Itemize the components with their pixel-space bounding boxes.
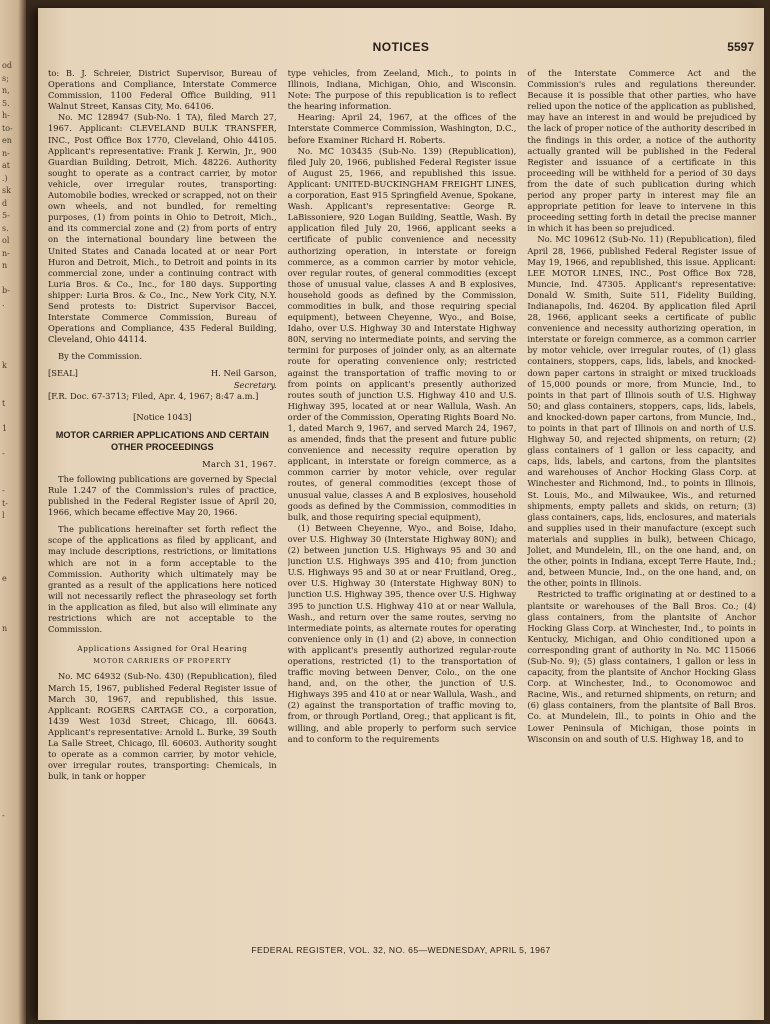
paragraph: Restricted to traffic originating at or destined to a plantsite or warehouses of the Ball Bros. Co.; (4) glass containers, from the plantsite of Anchor Hocking Glass Corp. at Winchester, Ind., to points in Kentucky, Michigan, and Ohio conditioned upon a corresponding grant of authority in No. MC 115066 (Sub-No. 9); (5) glass containers, 1 gallon or less in capacity, from the plantsite of Anchor Hocking Glass Corp. at Winchester, Ind., to Oconomowoc and Racine, Wis., and returned shipments, on return; and (6) glass containers, from the plantsite of Ball Bros. Co. at Mundelein, Ill., to points in Ohio and the Lower Peninsula of Michigan, those points in Wisconsin on and south of U.S. Highway 18, and to [527,589,757,744]
paragraph: The following publications are governed by Special Rule 1.247 of the Commission's rules of practice, published in the Federal Register issue of April 20, 1966, which became effective May 20, 1966. [48,473,277,518]
paragraph: type vehicles, from Zeeland, Mich., to points in Illinois, Indiana, Michigan, Ohio, and Wisconsin. Note: The purpose of this republication is to reflect the hearing information. [287,68,517,112]
left-page-edge [0,0,26,1024]
page-header [38,40,764,60]
paragraph: No. MC 128947 (Sub-No. 1 TA), filed March 27, 1967. Applicant: CLEVELAND BULK TRANSFER, INC., Post Office Box 1770, Cleveland, Ohio 44105. Applicant's representative: Frank J. Kerwin, Jr., 900 Guardian Building, Detroit, Mich. 48226. Authority sought to operate as a contract carrier, by motor vehicle, over irregular routes, transporting: Automobile bodies, wrecked or scrapped, not on their own wheels, and not bundled, for remelting purposes, (1) from points in Ohio to Detroit, Mich., and its commercial zone and (2) from ports of entry on the international boundary line between the United States and Canada located at or near Port Huron and Detroit, Mich., to Detroit and points in its commercial zone, under a continuing contract with Luria Bros. & Co., Inc., for 180 days. Supporting shipper: Luria Bros. & Co., Inc., New York City, N.Y. Send protests to: District Supervisor Baccei, Interstate Commerce Commission, Bureau of Operations and Compliance, 435 Federal Building, Cleveland, Ohio 44114. [48,112,277,345]
paragraph: By the Commission. [58,351,142,362]
paragraph: of the Interstate Commerce Act and the Commission's rules and regulations thereunder. Because it is possible that other parties, who have relied upon the notice of the application as published, may have an interest in and would be prejudiced by the lack of proper notice of the authority described in the findings in this order, a notice of the authority actually granted will be published in the Federal Register and issuance of a certificate in this proceeding will be withheld for a period of 30 days from the date of such publication during which period any proper party in interest may file an appropriate petition for leave to intervene in this proceeding setting forth in detail the precise manner in which it has been so prejudiced. [527,68,757,234]
left-page-fragments: od s; n, 5. h- to- en n- at .) sk d 5- s. ol n- n b- . k t 1 - - t- l e n - [2,61,13,820]
signer-title: Secretary. [233,379,277,390]
paragraph: No. MC 64932 (Sub-No. 430) (Republication), filed March 15, 1967, published Federal Register issue of March 30, 1967, and republished, this issue. Applicant: ROGERS CARTAGE CO., a corporation, 1439 West 103d Street, Chicago, Ill. 60643. Applicant's representative: Arnold L. Burke, 39 South La Salle Street, Chicago, Ill. 60603. Authority sought to operate as a common carrier, by motor vehicle, over irregular routes, transporting: Chemicals, in bulk, in tank or hopper [48,671,277,782]
signer-name: H. Neil Garson, [210,368,277,379]
notice-number: [Notice 1043] [133,411,192,422]
paragraph: to: B. J. Schreier, District Supervisor, Bureau of Operations and Compliance, Interstate Commerce Commission, 1100 Federal Office Building, 911 Walnut Street, Kansas City, Mo. 64106. [48,68,277,112]
paragraph: (1) Between Cheyenne, Wyo., and Boise, Idaho, over U.S. Highway 30 (Interstate Highway 80N); and (2) between junction U.S. Highways 95 and 30 and junction U.S. Highways 395 and 410; from junction U.S. Highways 95 and 30 at or near Fruitland, Oreg., over U.S. Highway 30 (Interstate Highway 80N) to junction U.S. Highway 395, thence over U.S. Highway 395 to junction U.S. Highway 410 at or near Wallula, Wash., and return over the same routes, serving no intermediate points, as alternate routes for operating convenience only in (1) and (2) above, in connection with applicant's presently authorized regular-route operations, restricted (1) to the transportation of traffic moving between Denver, Colo., on the one hand, and, on the other, the junction of U.S. Highways 395 and 410 at or near Wallula, Wash., and (2) against the transportation of traffic moving to, from, or through Portland, Oreg.; that applicant is fit, willing, and able properly to perform such service and to conform to the requirements [287,522,517,744]
paragraph: The publications hereinafter set forth reflect the scope of the applications as filed by applicant, and may include descriptions, restrictions, or limitations which are not in a form acceptable to the Commission. Authority which ultimately may be granted as a result of the applications here noticed will not necessarily reflect the phraseology set forth in the application as filed, but also will eliminate any restrictions which are not acceptable to the Commission. [48,524,277,635]
page-number: 5597 [727,40,754,54]
column-2 [288,68,517,913]
fr-doc-line: [F.R. Doc. 67-3713; Filed, Apr. 4, 1967; 8:47 a.m.] [48,390,259,401]
paragraph: No. MC 103435 (Sub-No. 139) (Republication), filed July 20, 1966, published Federal Register issue of August 25, 1966, and republished this issue. Applicant: UNITED-BUCKINGHAM FREIGHT LINES, a corporation, East 915 Springfield Avenue, Spokane, Wash. Applicant's representative: George R. LaBissoniere, 920 Logan Building, Seattle, Wash. By application filed July 20, 1966, applicant seeks a certificate of public convenience and necessity authorizing operation, in interstate or foreign commerce, as a common carrier by motor vehicle, over regular routes, of general commodities (except those of unusual value, classes A and B explosives, household goods as defined by the Commission, commodities in bulk, and those requiring special equipment), between Cheyenne, Wyo., and Boise, Idaho, over U.S. Highway 30 and Interstate Highway 80N, serving no intermediate points, and serving the termini for purposes of joinder only, as an alternate route for operating convenience only; restricted against the transportation of traffic moving to or from points on applicant's presently authorized routes south of junction U.S. Highway 410 and U.S. Highway 395, located at or near Wallula, Wash. An order of the Commission, Operating Rights Board No. 1, dated March 9, 1967, and served March 24, 1967, as amended, finds that the present and future public convenience and necessity require operation by applicant, in interstate or foreign commerce, as a common carrier by motor vehicle, over regular routes, of general commodities (except those of unusual value, classes A and B explosives, household goods as defined by the Commission, commodities in bulk, and those requiring special equipment), [287,145,517,522]
section-title: MOTOR CARRIER APPLICATIONS AND CERTAIN OTHER PROCEEDINGS [55,429,269,452]
subheading: Applications Assigned for Oral Hearing [77,644,248,654]
seal-label: [SEAL] [48,368,78,379]
text-columns [48,68,756,913]
subheading-minor: MOTOR CARRIERS OF PROPERTY [93,657,232,666]
document-page [38,8,764,1020]
paragraph: No. MC 109612 (Sub-No. 11) (Republication), filed April 28, 1966, published Federal Register issue of May 19, 1966, and republished, this issue. Applicant: LEE MOTOR LINES, INC., Post Office Box 728, Muncie, Ind. 47305. Applicant's representative: Donald W. Smith, Suite 511, Fidelity Building, Indianapolis, Ind. 46204. By application filed April 28, 1966, applicant seeks a certificate of public convenience and necessity authorizing operation, in interstate or foreign commerce, as a common carrier by motor vehicle, over irregular routes, of (1) glass containers, stoppers, caps, lids, labels, and knocked-down paper cartons in straight or mixed truckloads of 15,000 pounds or more, from Muncie, Ind., to points in that part of Illinois south of U.S. Highway 50; and glass containers, stoppers, caps, lids, labels, and knocked-down paper cartons, from Muncie, Ind., to points in that part of Illinois on and north of U.S. Highway 50, and rejected shipments, on return; (2) glass containers of 1 gallon or less capacity, and caps, lids, labels, and cartons, from the plantsites and warehouses of Anchor Hocking Glass Corp. at Winchester and Richmond, Ind., to points in Illinois, St. Louis, Mo., and Milwaukee, Wis., and returned shipments, empty pallets and skids, on return; (3) glass containers, caps, lids, enclosures, and materials and supplies used in their manufacture (except such materials and supplies in bulk), between Chicago, Joliet, and Mundelein, Ill., on the one hand, and, on the other, points in Indiana, except Terre Haute, Ind.; and, between Muncie, Ind., on the one hand, and, on the other, points in Illinois. [527,234,757,589]
section-date: March 31, 1967. [202,458,277,469]
column-3 [527,68,756,913]
paragraph: Hearing: April 24, 1967, at the offices of the Interstate Commerce Commission, Washington, D.C., before Examiner Richard H. Roberts. [287,112,517,145]
signature-block [48,368,277,379]
page-footer: FEDERAL REGISTER, VOL. 32, NO. 65—WEDNESDAY, APRIL 5, 1967 [251,945,551,955]
page-title: NOTICES [372,40,430,54]
column-1 [48,68,277,913]
